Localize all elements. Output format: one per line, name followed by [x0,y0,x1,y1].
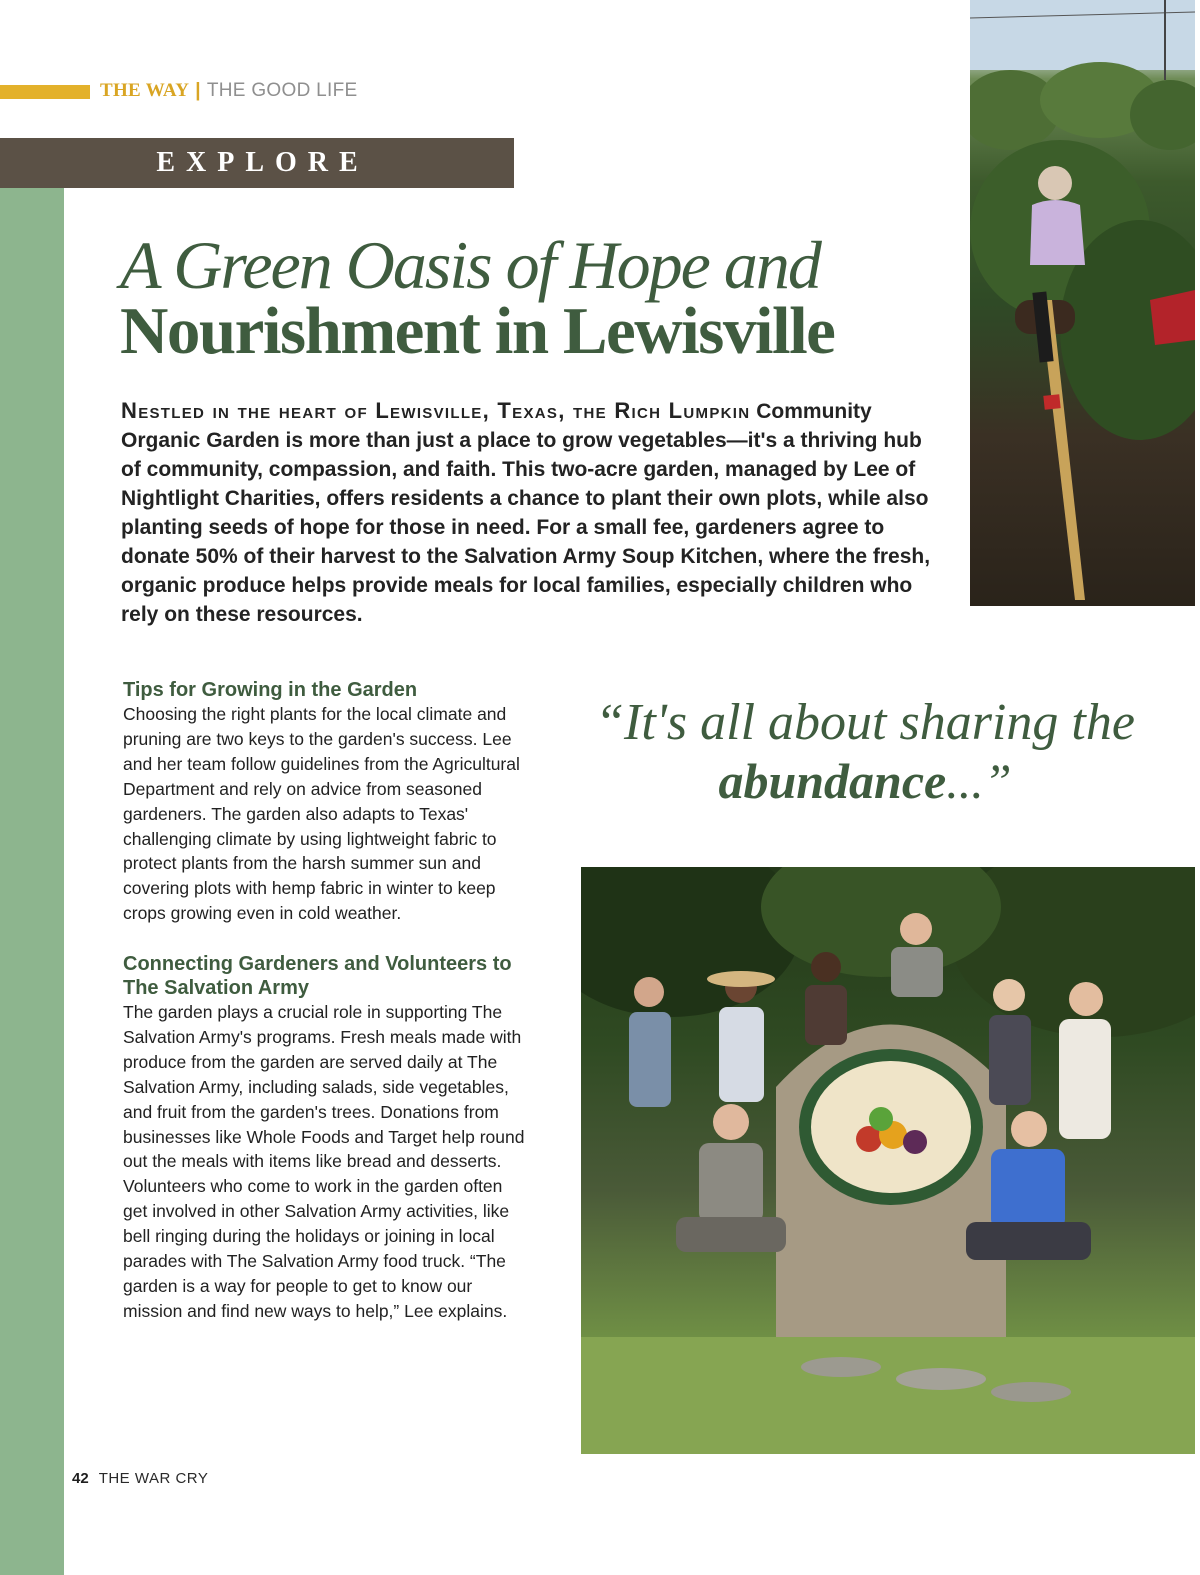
deck-lead: Nestled in the heart of Lewisville, Texas, the Rich Lumpkin [121,398,751,423]
group-at-garden-sign-photo [581,867,1195,1454]
deck-text: Community Organic Garden is more than just a place to grow vegetables—it's a thriving hub of community, compassion, and faith. This two-acre garden, managed by Lee of Nightlight Charities, offers residents a chance to plant their own plots, while also planting seeds of hope for those in need. For a small fee, gardeners agree to donate 50% of their harvest to the Salvation Army Soup Kitchen, where the fresh, organic produce helps provide meals for local families, especially children who rely on these resources. [121,400,931,626]
left-accent-bar [0,188,64,1575]
kicker-separator: | [195,80,201,101]
tips-section [123,678,528,926]
garden-volunteers-photo [970,0,1195,606]
article-headline [120,227,950,368]
tips-body: Choosing the right plants for the local climate and pruning are two keys to the garden's success. Lee and her team follow guidelines from the Agricultural Department and rely on advice from seasoned gardeners. The garden also adapts to Texas' challenging climate by using lightweight fabric to protect plants from the harsh summer sun and covering plots with hemp fabric in winter to keep crops growing even in cold weather. [123,704,520,924]
pull-quote-line-1: “It's all about sharing the [595,694,1135,751]
pull-quote-end: ...” [946,753,1012,809]
connecting-section [123,952,528,1324]
headline-line-1: A Green Oasis of Hope and [120,227,820,303]
kicker-brand: THE WAY [100,80,190,101]
explore-label: EXPLORE [156,147,369,178]
pull-quote [570,694,1160,810]
garden-photo-illustration [970,0,1195,606]
page-footer [72,1470,208,1487]
section-kicker [100,80,358,102]
connecting-body: The garden plays a crucial role in supporting The Salvation Army's programs. Fresh meals made with produce from the garden are served daily at The Salvation Army, including salads, side vegetables, and fruit from the garden's trees. Donations from businesses like Whole Foods and Target help round out the meals with items like bread and desserts. Volunteers who come to work in the garden often get involved in other Salvation Army activities, like bell ringing during the holidays or joining in local parades with The Salvation Army food truck. “The garden is a way for people to get to know our mission and find new ways to help,” Lee explains. [123,1002,525,1321]
tips-heading: Tips for Growing in the Garden [123,679,418,701]
explore-banner [0,138,514,188]
page-number: 42 [72,1470,89,1487]
pull-quote-emphasis: abundance [718,753,947,809]
publication-name: THE WAR CRY [98,1470,209,1487]
kicker-section: THE GOOD LIFE [206,80,358,101]
pull-quote-line-2 [570,752,1160,810]
group-photo-illustration [581,867,1195,1454]
connecting-heading: Connecting Gardeners and Volunteers to The Salvation Army [123,953,512,999]
headline-line-2: Nourishment in Lewisville [120,294,835,368]
kicker-rule [0,85,90,99]
article-deck [121,396,931,629]
